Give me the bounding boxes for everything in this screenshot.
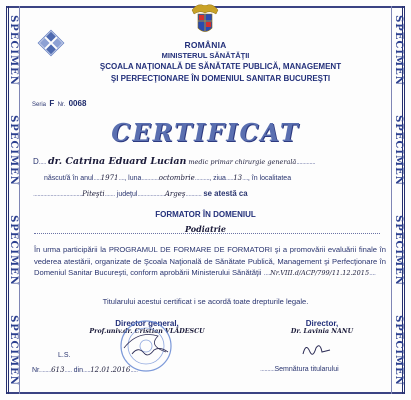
serie-label: Seria	[32, 102, 47, 108]
school-title-line1: ŞCOALA NAŢIONALĂ DE SĂNĂTATE PUBLICĂ, MANAGEMENT	[99, 62, 342, 71]
reg-nr-value: 613	[51, 366, 65, 374]
holder-signature-line: ..........Semnătura titularului	[260, 366, 339, 373]
county-label: judeţul	[116, 191, 138, 198]
director-signature-scribble	[300, 340, 334, 360]
paragraph-text: În urma participării la PROGRAMUL DE FORMARE DE FORMATORI şi a promovării evaluării finale în vederea atestării, organizate de Şcoala Naţională de Sănătate Publică, Management şi Perfecţionare în Domeniul Sanitar Bucureşti, conform aprobării Ministerului Sănătăţii	[34, 245, 386, 277]
din-label: din	[73, 367, 83, 374]
formator-label: FORMATOR ÎN DOMENIUL	[155, 210, 256, 219]
recipient-name: dr. Catrina Eduard Lucian	[47, 156, 187, 167]
recipient-role: medic primar chirurgie generală	[188, 158, 297, 166]
specimen-text: SPECIMEN	[7, 214, 19, 286]
specimen-text: SPECIMEN	[392, 314, 404, 386]
day-label: ziua	[213, 175, 226, 182]
school-title-line2: ŞI PERFECŢIONARE ÎN DOMENIUL SANITAR BUCUREŞTI	[110, 74, 331, 83]
locality-label: în localitatea	[251, 175, 292, 182]
birth-line: născut/ă în anul.....1971...., luna............octombrie.........., ziua.....13...., în localitatea	[44, 174, 292, 182]
country-title: ROMÂNIA	[184, 40, 227, 50]
reg-date: 12.01.2016	[90, 366, 131, 374]
training-paragraph: În urma participării la PROGRAMUL DE FORMARE DE FORMATORI şi a promovării evaluării finale în vederea atestării, organizate de Şcoala Naţională de Sănătate Publică, Management şi Perfecţionare în Domeniul Sanitar Bucureşti, conform aprobării Ministerului Sănătăţii ....Nr.VIII.d/ACP/799/11.12.2015....	[34, 245, 386, 277]
ls-label: L.S.	[58, 352, 71, 359]
locality-line: ..................................Piteşti....... judeţul...................Argeş........... se atestă ca	[33, 189, 248, 198]
rights-statement: Titularului acestui certificat i se acordă toate drepturile legale.	[102, 297, 309, 306]
registration-number: Nr........613..... din.....12.01.2016.....	[32, 366, 138, 374]
specimen-text: SPECIMEN	[392, 114, 404, 186]
birth-year: 1971	[100, 174, 119, 182]
recipient-prefix: D	[33, 157, 39, 166]
specimen-text: SPECIMEN	[7, 114, 19, 186]
specimen-text: SPECIMEN	[392, 214, 404, 286]
holder-signature-label: Semnătura titularului	[274, 366, 339, 373]
serie-value: F	[49, 99, 55, 108]
birth-month: octombrie	[158, 174, 195, 182]
director-general-name: Prof.univ.dr. Cristian VLĂDESCU	[89, 328, 205, 335]
certificate-title: CERTIFICAT	[111, 118, 300, 147]
birth-day: 13	[233, 174, 243, 182]
specimen-text: SPECIMEN	[392, 14, 404, 86]
specimen-text: SPECIMEN	[7, 314, 19, 386]
director-title: Director,	[305, 319, 339, 328]
vertical-specimen-left	[2, 0, 24, 400]
reg-nr-label: Nr.	[32, 367, 41, 374]
nr-value: 0068	[68, 99, 87, 108]
vertical-specimen-right	[387, 0, 409, 400]
domain-underline	[34, 233, 380, 234]
director-signature	[262, 319, 382, 335]
ministry-title: MINISTERUL SĂNĂTĂŢII	[161, 51, 250, 60]
attest-label: se atestă ca	[203, 189, 248, 198]
month-label: luna	[128, 175, 142, 182]
director-general-signature-scribble	[130, 344, 170, 360]
director-general-title: Director general,	[115, 319, 179, 328]
approval-number: Nr.VIII.d/ACP/799/11.12.2015	[270, 269, 370, 277]
formator-domain: Podiatrie	[185, 224, 226, 234]
coat-of-arms-icon	[188, 0, 222, 38]
born-label: născut/ă în anul	[44, 175, 94, 182]
specimen-text: SPECIMEN	[7, 14, 19, 86]
nr-label: Nr.	[57, 102, 66, 108]
recipient-line: D..... dr. Catrina Eduard Lucian medic primar chirurgie generală.............	[33, 156, 316, 167]
birth-county: Argeş	[164, 190, 186, 198]
border-bottom	[6, 386, 405, 394]
serial-number	[32, 99, 86, 108]
birth-locality: Piteşti	[82, 190, 105, 198]
director-name: Dr. Lavinia NANU	[290, 328, 354, 335]
